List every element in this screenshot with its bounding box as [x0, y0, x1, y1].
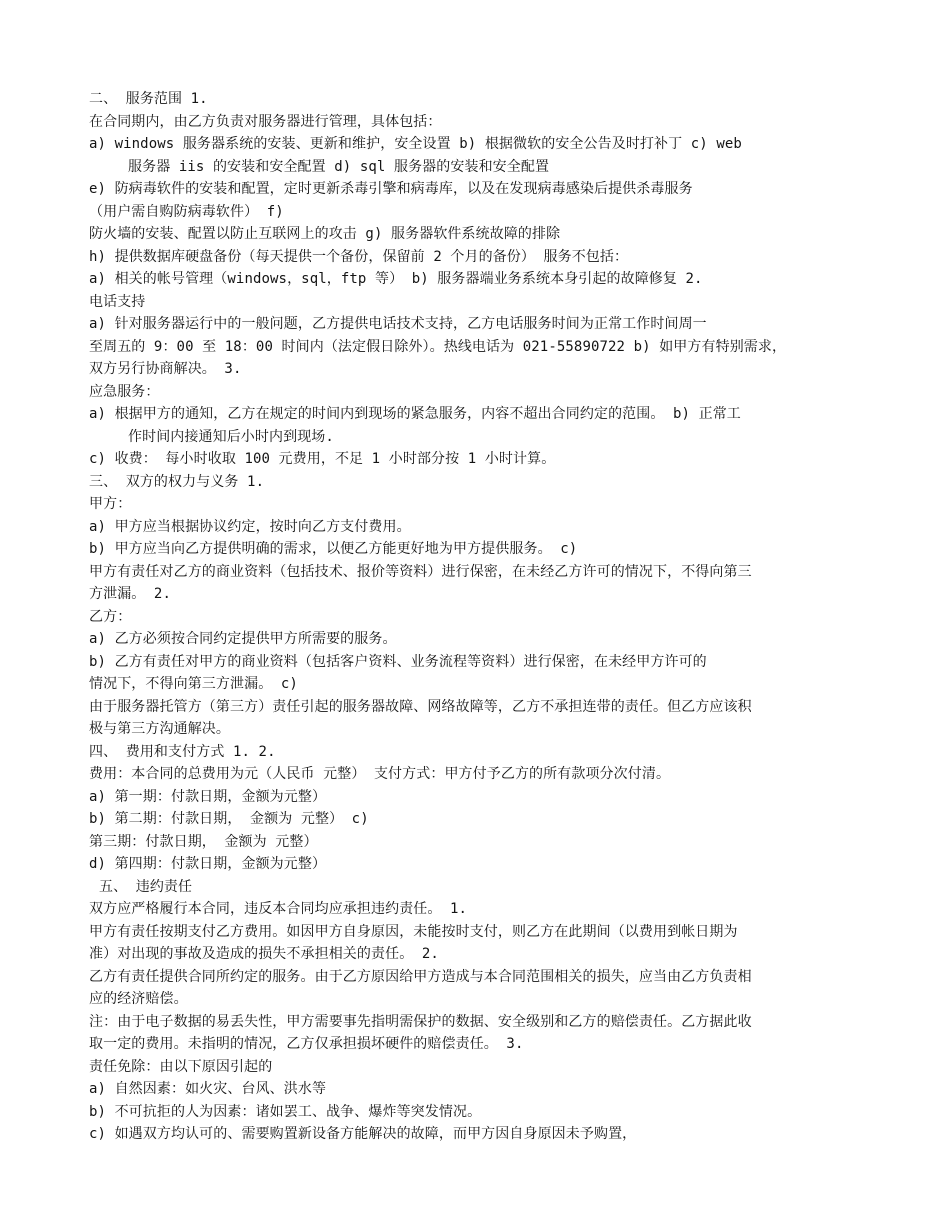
paragraph-line: 双方应严格履行本合同，违反本合同均应承担违约责任。 1.	[89, 901, 468, 917]
paragraph-line: 准）对出现的事故及造成的损失不承担相关的责任。 2.	[89, 946, 439, 962]
subsection-heading-phone-support: 电话支持	[89, 293, 146, 310]
list-item-line: c) 如遇双方均认可的、需要购置新设备方能解决的故障，而甲方因自身原因未予购置，	[89, 1126, 637, 1142]
list-item-line: a) windows 服务器系统的安装、更新和维护，安全设置 b) 根据微软的安全公告及时打补丁 c) web	[89, 136, 742, 152]
section-heading-breach-liability: 五、 违约责任	[99, 878, 193, 895]
paragraph-line: 第三期：付款日期， 金额为 元整）	[89, 833, 318, 850]
paragraph-line: 甲方有责任对乙方的商业资料（包括技术、报价等资料）进行保密，在未经乙方许可的情况下，不得向第三	[89, 563, 752, 580]
list-item-line: d) 第四期：付款日期，金额为元整）	[89, 856, 327, 872]
list-item-line: a) 相关的帐号管理（windows，sql，ftp 等） b) 服务器端业务系统本身引起的故障修复 2.	[89, 271, 703, 287]
paragraph-line: 注：由于电子数据的易丢失性，甲方需要事先指明需保护的数据、安全级别和乙方的赔偿责任。乙方据此收	[89, 1013, 752, 1030]
paragraph-line: 由于服务器托管方（第三方）责任引起的服务器故障、网络故障等，乙方不承担连带的责任。但乙方应该积	[89, 698, 752, 715]
party-heading-b: 乙方：	[89, 608, 132, 625]
list-item-line: a) 第一期：付款日期，金额为元整）	[89, 788, 327, 805]
list-item-line: a) 甲方应当根据协议约定，按时向乙方支付费用。	[89, 518, 411, 535]
list-item-line: b) 乙方有责任对甲方的商业资料（包括客户资料、业务流程等资料）进行保密，在未经甲方许可的	[89, 653, 707, 670]
paragraph-line: 在合同期内，由乙方负责对服务器进行管理，具体包括：	[89, 113, 442, 130]
list-item-line: a) 根据甲方的通知，乙方在规定的时间内到现场的紧急服务，内容不超出合同约定的范围。 b) 正常工	[89, 406, 741, 422]
paragraph-line: 甲方有责任按期支付乙方费用。如因甲方自身原因，未能按时支付，则乙方在此期间（以费用到帐日期为	[89, 923, 738, 940]
paragraph-line: 至周五的 9：00 至 18：00 时间内（法定假日除外）。热线电话为 021-55890722 b) 如甲方有特别需求，	[89, 338, 787, 355]
paragraph-line: 防火墙的安装、配置以防止互联网上的攻击 g) 服务器软件系统故障的排除	[89, 226, 561, 242]
list-item-continuation: 服务器 iis 的安装和安全配置 d) sql 服务器的安装和安全配置	[128, 158, 550, 175]
paragraph-line: 应的经济赔偿。	[89, 991, 188, 1007]
section-heading-fees-payment: 四、 费用和支付方式 1. 2.	[89, 743, 276, 760]
list-item-line: b) 不可抗拒的人为因素：诸如罢工、战争、爆炸等突发情况。	[89, 1103, 482, 1120]
party-heading-a: 甲方：	[89, 496, 132, 512]
paragraph-line: 乙方有责任提供合同所约定的服务。由于乙方原因给甲方造成与本合同范围相关的损失，应当由乙方负责相	[89, 968, 752, 985]
list-item-continuation: 作时间内接通知后小时内到现场.	[128, 428, 334, 445]
paragraph-line: 方泄漏。 2.	[89, 586, 171, 602]
paragraph-line: 极与第三方沟通解决。	[89, 721, 230, 737]
list-item-line: a) 自然因素：如火灾、台风、洪水等	[89, 1081, 327, 1097]
list-item-line: b) 第二期：付款日期， 金额为 元整） c)	[89, 811, 369, 827]
subsection-heading-emergency-service: 应急服务：	[89, 383, 160, 400]
section-heading-service-scope: 二、 服务范围 1.	[89, 91, 208, 107]
list-item-line: b) 甲方应当向乙方提供明确的需求，以便乙方能更好地为甲方提供服务。 c)	[89, 541, 578, 557]
paragraph-line: 取一定的费用。未指明的情况，乙方仅承担损坏硬件的赔偿责任。 3.	[89, 1036, 524, 1052]
paragraph-line: 双方另行协商解决。 3.	[89, 361, 242, 377]
list-item-line: e) 防病毒软件的安装和配置，定时更新杀毒引擎和病毒库，以及在发现病毒感染后提供杀毒服务	[89, 181, 693, 197]
paragraph-line: 情况下，不得向第三方泄漏。 c)	[89, 676, 298, 692]
paragraph-line: 费用：本合同的总费用为元（人民币 元整） 支付方式：甲方付予乙方的所有款项分次付清。	[89, 766, 671, 782]
list-item-line: a) 针对服务器运行中的一般问题，乙方提供电话技术支持，乙方电话服务时间为正常工作时间周一	[89, 316, 707, 332]
list-item-line: a) 乙方必须按合同约定提供甲方所需要的服务。	[89, 631, 397, 647]
paragraph-line: 责任免除：由以下原因引起的	[89, 1058, 273, 1075]
section-heading-rights-obligations: 三、 双方的权力与义务 1.	[89, 473, 265, 490]
paragraph-line: h) 提供数据库硬盘备份（每天提供一个备份，保留前 2 个月的备份） 服务不包括：	[89, 248, 629, 265]
paragraph-line: （用户需自购防病毒软件） f)	[89, 203, 284, 220]
list-item-line: c) 收费： 每小时收取 100 元费用，不足 1 小时部分按 1 小时计算。	[89, 451, 556, 467]
